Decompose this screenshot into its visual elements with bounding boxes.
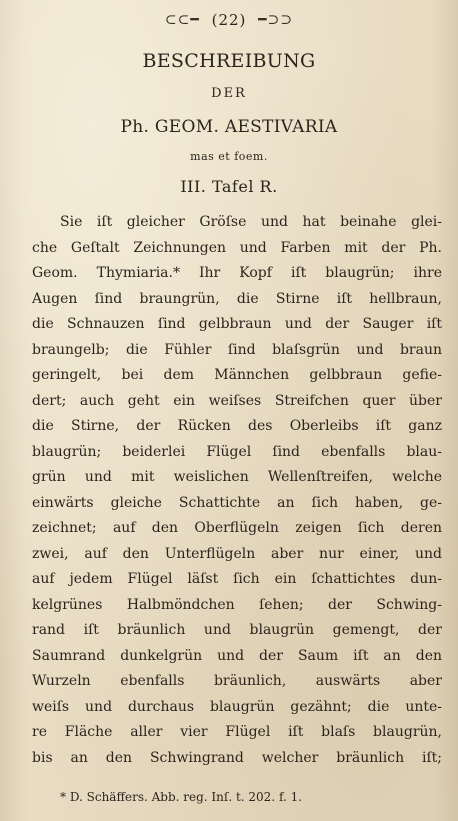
text-line: kelgrünes Halbmöndchen ſehen; der Schwing- bbox=[32, 596, 442, 613]
heading-plate: III. Tafel R. bbox=[180, 177, 278, 196]
text-line: die Schnauzen ſind gelbbraun und der Sauger iſt bbox=[32, 316, 442, 332]
description-text bbox=[32, 210, 442, 771]
text-line: blaugrün; beiderlei Flügel ſind ebenfalls blau- bbox=[32, 443, 442, 460]
footnote: * D. Schäffers. Abb. reg. Inſ. t. 202. f. 1. bbox=[60, 790, 303, 804]
text-line: Saumrand dunkelgrün und der Saum iſt an den bbox=[32, 647, 442, 664]
text-line: grün und mit weislichen Wellenſtreifen, welche bbox=[32, 469, 442, 485]
text-line: bis an den Schwingrand welcher bräunlich iſt; bbox=[32, 749, 442, 766]
text-line: Geom. Thymiaria.* Ihr Kopf iſt blaugrün; ihre bbox=[32, 265, 442, 281]
text-line: zwei, auf den Unterflügeln aber nur einer, und bbox=[32, 545, 442, 562]
page-number: (22) bbox=[211, 11, 247, 29]
text-line: re Fläche aller vier Flügel iſt blaſs blaugrün, bbox=[32, 724, 442, 740]
text-line: zeichnet; auf den Oberflügeln zeigen ſich deren bbox=[32, 520, 442, 536]
heading-species: Ph. GEOM. AESTIVARIA bbox=[120, 117, 338, 137]
right-ornament: ━⊃⊃ bbox=[258, 12, 294, 28]
left-ornament: ⊂⊂━ bbox=[164, 12, 200, 28]
text-line: dert; auch geht ein weiſses Streifchen quer über bbox=[32, 392, 442, 409]
text-line: einwärts gleiche Schattichte an ſich haben, ge- bbox=[32, 494, 442, 511]
heading-der: DER bbox=[211, 86, 247, 101]
text-line: Sie iſt gleicher Gröſse und hat beinahe glei- bbox=[60, 214, 442, 230]
page-header bbox=[0, 10, 458, 29]
text-line: auf jedem Flügel läſst ſich ein ſchattichtes dun- bbox=[32, 571, 442, 587]
text-line: che Geſtalt Zeichnungen und Farben mit der Ph. bbox=[32, 239, 442, 256]
text-line: weiſs und durchaus blaugrün gezähnt; die unte- bbox=[32, 698, 442, 715]
heading-beschreibung: BESCHREIBUNG bbox=[142, 50, 316, 72]
text-line: braungelb; die Fühler ſind blaſsgrün und braun bbox=[32, 341, 442, 358]
text-line: die Stirne, der Rücken des Oberleibs iſt ganz bbox=[32, 418, 442, 434]
text-line: Wurzeln ebenfalls bräunlich, auswärts aber bbox=[32, 673, 442, 689]
text-line: geringelt, bei dem Männchen gelbbraun gefie- bbox=[32, 367, 442, 383]
heading-sex: mas et foem. bbox=[190, 150, 268, 163]
text-line: rand iſt bräunlich und blaugrün gemengt, der bbox=[32, 622, 442, 638]
text-line: Augen ſind braungrün, die Stirne iſt hellbraun, bbox=[32, 290, 442, 307]
